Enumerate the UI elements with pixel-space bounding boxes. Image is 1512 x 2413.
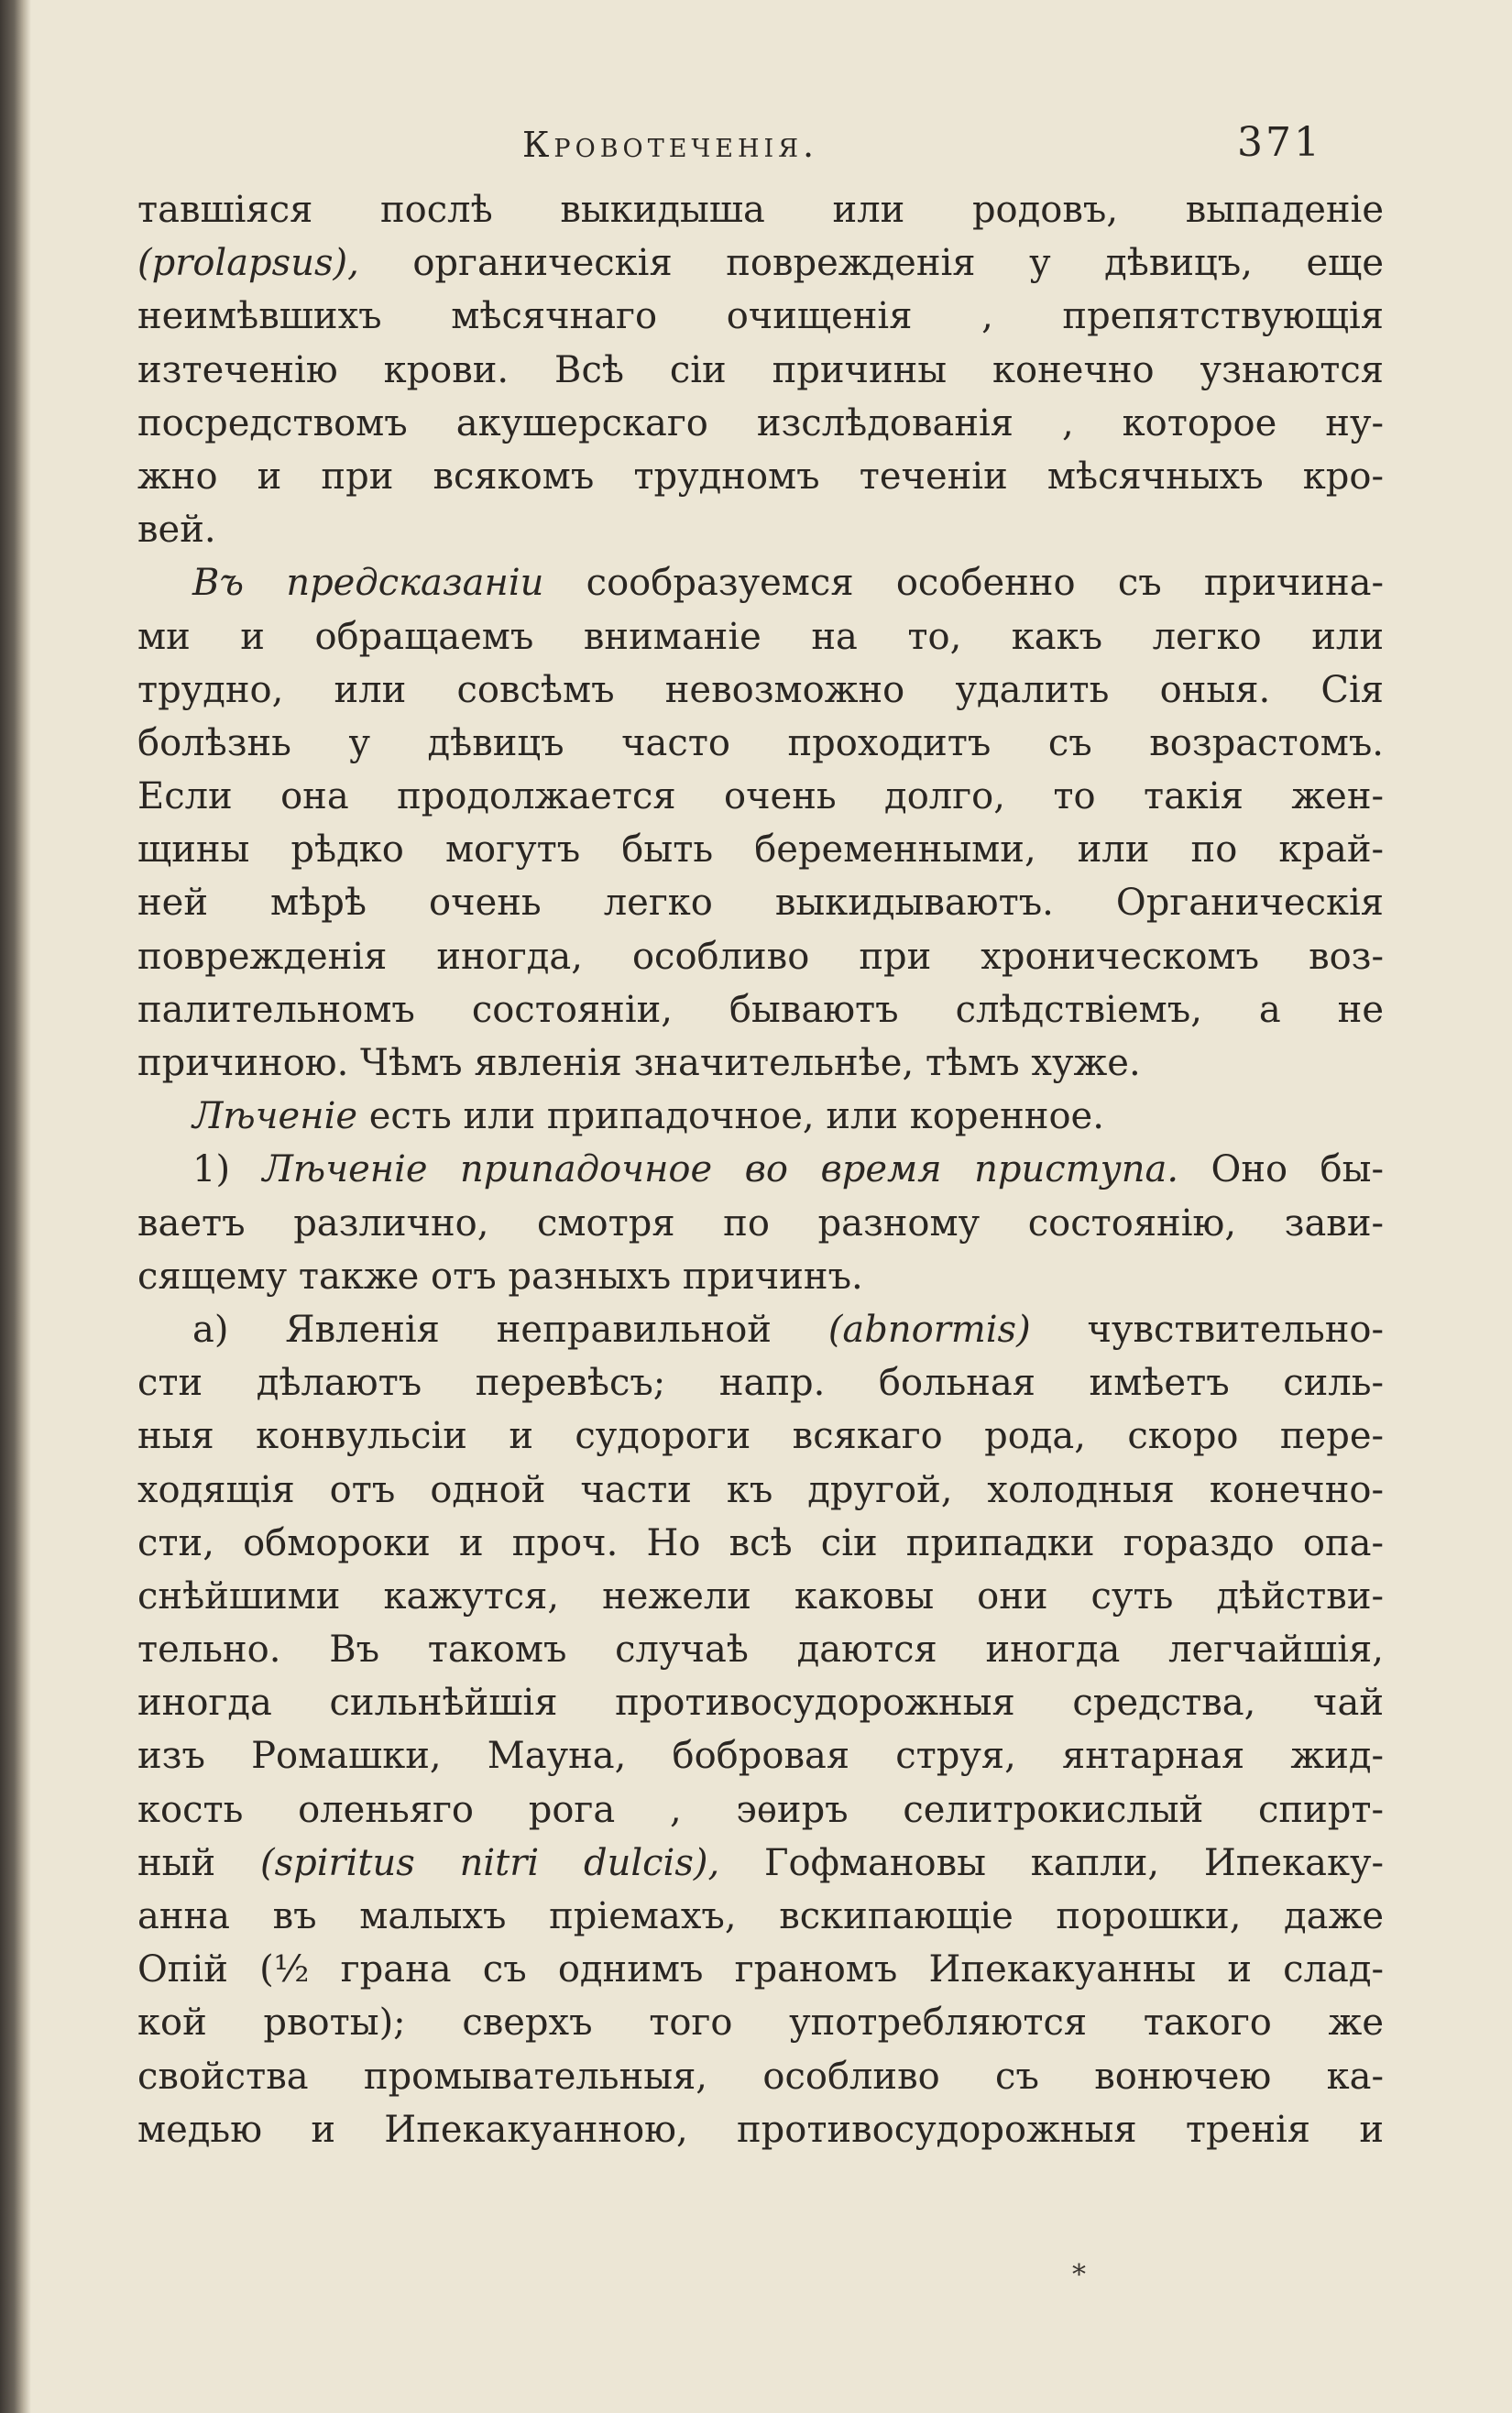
- line-text: иногда сильнѣйшія противосудорожныя средства, чай: [137, 1682, 1384, 1725]
- line-text: Опій (½ грана съ однимъ граномъ Ипекакуанны и слад-: [137, 1948, 1384, 1991]
- text-line-31: [137, 1783, 1384, 1837]
- text-line-13: [137, 823, 1384, 876]
- section-heading-treatment: Лѣченіе: [192, 1095, 358, 1138]
- line-text-after: сообразуемся особенно съ причина-: [543, 562, 1384, 605]
- line-text: вей.: [137, 509, 216, 552]
- text-line-5: [137, 397, 1384, 450]
- line-text: ней мѣрѣ очень легко выкидываютъ. Органическія: [137, 882, 1384, 925]
- latin-term: (spiritus nitri dulcis),: [259, 1841, 720, 1884]
- line-text: изъ Ромашки, Мауна, бобровая струя, янтарная жид-: [137, 1735, 1384, 1778]
- text-line-32: [137, 1837, 1384, 1890]
- line-text: кой рвоты); сверхъ того употребляются такого же: [137, 2002, 1384, 2045]
- line-text: ходящія отъ одной части къ другой, холодныя конечно-: [137, 1468, 1384, 1511]
- line-text: изтеченію крови. Всѣ сіи причины конечно узнаются: [137, 348, 1384, 391]
- text-line-35: [137, 1996, 1384, 2049]
- text-line-19: [137, 1143, 1384, 1196]
- line-text: сти дѣлаютъ перевѣсъ; напр. больная имѣетъ силь-: [137, 1362, 1384, 1405]
- text-line-16: [137, 983, 1384, 1036]
- line-text: сящему также отъ разныхъ причинъ.: [137, 1255, 863, 1298]
- text-line-8: [137, 556, 1384, 609]
- line-text: палительномъ состояніи, бываютъ слѣдствіемъ, а не: [137, 988, 1384, 1031]
- line-text: ныя конвульсіи и судороги всякаго рода, скоро пере-: [137, 1415, 1384, 1458]
- text-line-26: [137, 1517, 1384, 1570]
- line-text: снѣйшими кажутся, нежели каковы они суть дѣйстви-: [137, 1574, 1384, 1618]
- line-text: анна въ малыхъ пріемахъ, вскипающіе порошки, даже: [137, 1895, 1384, 1937]
- bottom-mark: *: [1072, 2259, 1086, 2291]
- text-line-2: [137, 236, 1384, 290]
- line-text: ваетъ различно, смотря по разному состоянію, зави-: [137, 1201, 1384, 1245]
- text-line-25: [137, 1464, 1384, 1517]
- text-line-6: [137, 450, 1384, 503]
- line-text: свойства промывательныя, особливо съ вонючею ка-: [137, 2055, 1384, 2098]
- body-text: [137, 183, 1384, 2156]
- text-line-14: [137, 876, 1384, 929]
- text-line-23: [137, 1356, 1384, 1409]
- running-title: Кровотеченія.: [522, 125, 819, 165]
- line-text-after: Оно бы-: [1178, 1148, 1384, 1191]
- line-text: кость оленьяго рога , эѳиръ селитрокислый спирт-: [137, 1788, 1384, 1831]
- text-line-4: [137, 344, 1384, 397]
- text-line-21: [137, 1250, 1384, 1303]
- latin-term: (abnormis): [827, 1308, 1031, 1351]
- line-text: трудно, или совсѣмъ невозможно удалить оныя. Сія: [137, 668, 1384, 711]
- book-page: [101, 55, 1411, 2383]
- line-text-after: чувствительно-: [1030, 1308, 1385, 1351]
- text-line-9: [137, 610, 1384, 664]
- text-line-10: [137, 664, 1384, 717]
- line-text: Если она продолжается очень долго, то такія жен-: [137, 775, 1384, 818]
- line-text: жно и при всякомъ трудномъ теченіи мѣсячныхъ кро-: [137, 455, 1384, 498]
- line-text-after: Гофмановы капли, Ипекаку-: [719, 1841, 1384, 1884]
- text-line-27: [137, 1570, 1384, 1623]
- text-line-28: [137, 1623, 1384, 1676]
- line-text: 1): [192, 1148, 263, 1191]
- book-gutter-shadow: [0, 0, 31, 2413]
- text-line-30: [137, 1729, 1384, 1782]
- line-text: щины рѣдко могутъ быть беременными, или по край-: [137, 828, 1384, 872]
- running-head: [101, 117, 1384, 183]
- line-text: неимѣвшихъ мѣсячнаго очищенія , препятствующія: [137, 295, 1384, 338]
- text-line-18: [137, 1090, 1384, 1143]
- text-line-22: [137, 1303, 1384, 1356]
- line-text-after: органическія поврежденія у дѣвицъ, еще: [358, 242, 1384, 285]
- line-text: медью и Ипекакуанною, противосудорожныя тренія и: [137, 2108, 1384, 2151]
- latin-term: (prolapsus),: [137, 242, 359, 285]
- text-line-29: [137, 1676, 1384, 1729]
- text-line-1: [137, 183, 1384, 236]
- text-line-15: [137, 930, 1384, 983]
- line-text: ный: [137, 1841, 260, 1884]
- line-text: болѣзнь у дѣвицъ часто проходитъ съ возрастомъ.: [137, 721, 1384, 764]
- line-text: тавшіяся послѣ выкидыша или родовъ, выпаденіе: [137, 189, 1384, 231]
- text-line-11: [137, 717, 1384, 770]
- section-heading-prognosis: Въ предсказаніи: [192, 562, 544, 605]
- text-line-33: [137, 1890, 1384, 1943]
- line-text: а) Явленія неправильной: [192, 1308, 828, 1351]
- line-text: сти, обмороки и проч. Но всѣ сіи припадки гораздо опа-: [137, 1521, 1384, 1564]
- subsection-heading: Лѣченіе припадочное во время приступа.: [262, 1148, 1179, 1191]
- text-line-12: [137, 770, 1384, 823]
- text-line-17: [137, 1036, 1384, 1090]
- text-line-3: [137, 290, 1384, 343]
- line-text: причиною. Чѣмъ явленія значительнѣе, тѣмъ хуже.: [137, 1042, 1141, 1084]
- text-line-24: [137, 1409, 1384, 1463]
- text-line-37: [137, 2103, 1384, 2156]
- line-text-after: есть или припадочное, или коренное.: [357, 1095, 1104, 1138]
- line-text: поврежденія иногда, особливо при хроническомъ воз-: [137, 935, 1384, 978]
- page-number: 371: [1237, 119, 1322, 166]
- text-line-36: [137, 2050, 1384, 2103]
- line-text: посредствомъ акушерскаго изслѣдованія , которое ну-: [137, 401, 1384, 444]
- line-text: тельно. Въ такомъ случаѣ даются иногда легчайшія,: [137, 1629, 1384, 1672]
- text-line-20: [137, 1197, 1384, 1250]
- text-line-7: [137, 503, 1384, 556]
- text-line-34: [137, 1943, 1384, 1996]
- line-text: ми и обращаемъ вниманіе на то, какъ легко или: [137, 615, 1384, 658]
